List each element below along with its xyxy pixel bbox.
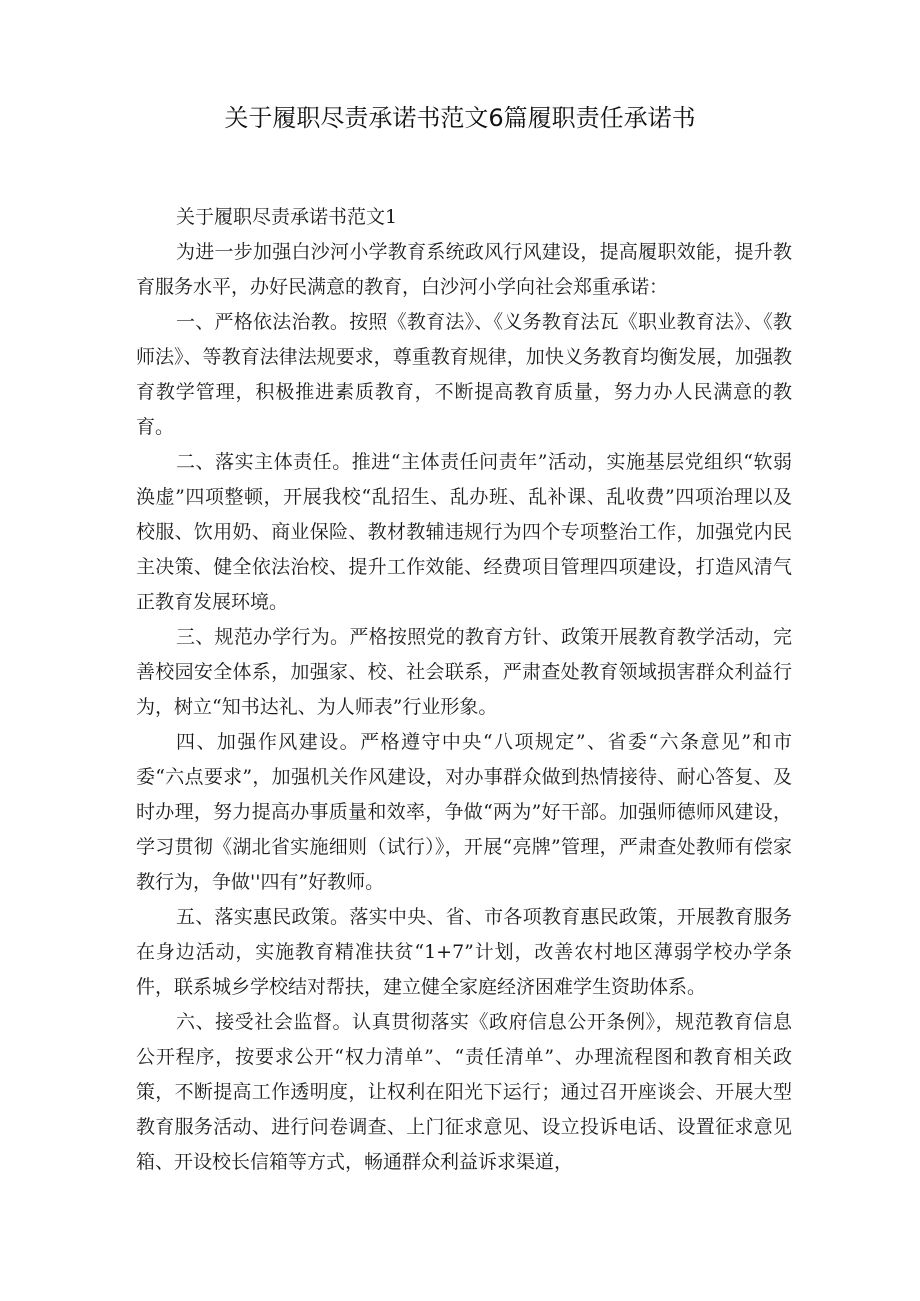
document-body <box>136 200 792 1180</box>
document-title: 关于履职尽责承诺书范文6篇履职责任承诺书 <box>224 104 696 132</box>
paragraph-item-6: 六、接受社会监督。认真贯彻落实《政府信息公开条例》，规范教育信息公开程序，按要求公开“权力清单”、“责任清单”、办理流程图和教育相关政策，不断提高工作透明度，让权利在阳光下运行；通过召开座谈会、开展大型教育服务活动、进行问卷调查、上门征求意见、设立投诉电话、设置征求意见箱、开设校长信箱等方式，畅通群众利益诉求渠道， <box>136 1011 792 1173</box>
paragraph-item-3: 三、规范办学行为。严格按照党的教育方针、政策开展教育教学活动，完善校园安全体系，加强家、校、社会联系，严肃查处教育领域损害群众利益行为，树立“知书达礼、为人师表”行业形象。 <box>136 626 792 718</box>
paragraph-intro: 为进一步加强白沙河小学教育系统政风行风建设，提高履职效能，提升教育服务水平，办好民满意的教育，白沙河小学向社会郑重承诺： <box>136 241 792 298</box>
paragraph-item-1: 一、严格依法治教。按照《教育法》、《义务教育法瓦《职业教育法》、《教师法》、等教育法律法规要求，尊重教育规律，加快义务教育均衡发展，加强教育教学管理，积极推进素质教育，不断提高教育质量，努力办人民满意的教育。 <box>136 311 792 438</box>
section-heading: 关于履职尽责承诺书范文1 <box>176 206 398 228</box>
paragraph-item-4: 四、加强作风建设。严格遵守中央“八项规定”、省委“六条意见”和市委“六点要求”，加强机关作风建设，对办事群众做到热情接待、耐心答复、及时办理，努力提高办事质量和效率，争做“两为”好干部。加强师德师风建设，学习贯彻《湖北省实施细则（试行）》，开展“亮牌”管理，严肃查处教师有偿家教行为，争做''四有”好教师。 <box>136 731 792 893</box>
paragraph-item-5: 五、落实惠民政策。落实中央、省、市各项教育惠民政策，开展教育服务在身边活动，实施教育精准扶贫“1+7”计划，改善农村地区薄弱学校办学条件，联系城乡学校结对帮扶，建立健全家庭经济困难学生资助体系。 <box>136 906 792 998</box>
paragraph-item-2: 二、落实主体责任。推进“主体责任问责年”活动，实施基层党组织“软弱涣虚”四项整顿，开展我校“乱招生、乱办班、乱补课、乱收费”四项治理以及校服、饮用奶、商业保险、教材教辅违规行为四个专项整治工作，加强党内民主决策、健全依法治校、提升工作效能、经费项目管理四项建设，打造风清气正教育发展环境。 <box>136 451 792 613</box>
